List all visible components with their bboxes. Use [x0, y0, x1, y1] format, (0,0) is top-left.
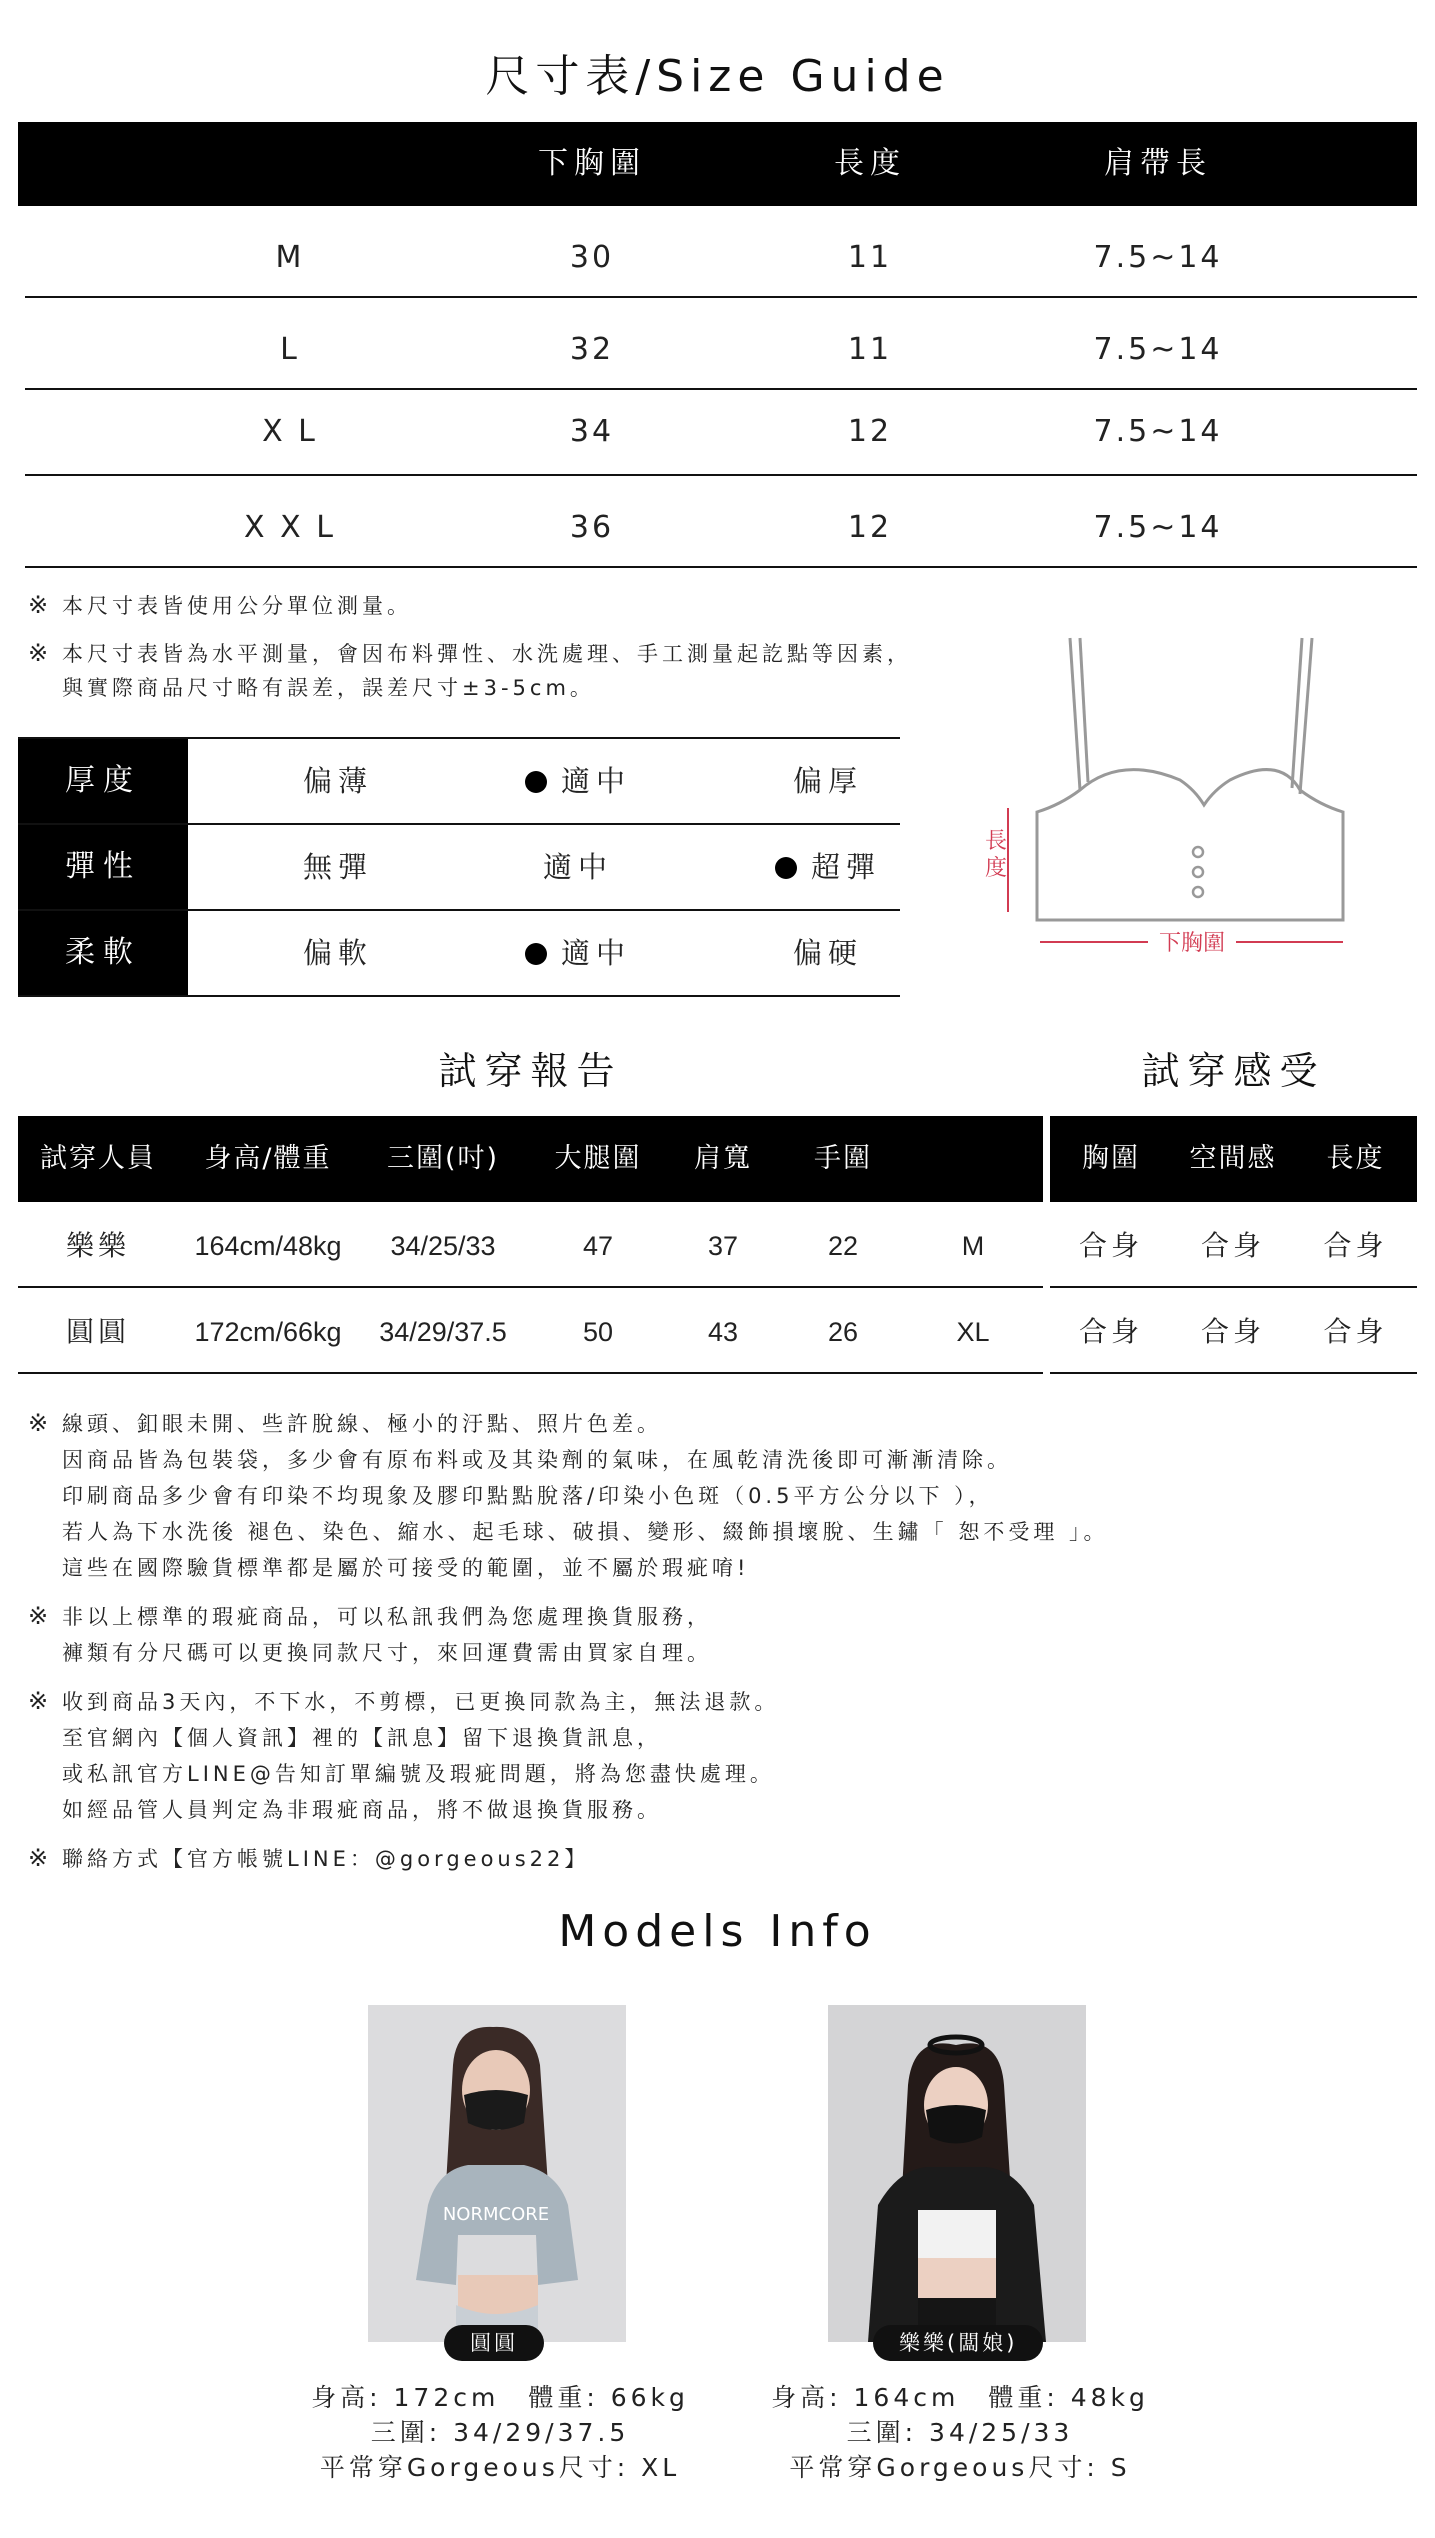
notes-block [28, 1405, 1109, 1877]
tryon-arm: 26 [827, 1317, 859, 1347]
bust-label: 下胸圍 [1158, 931, 1226, 956]
model-info-line: 平常穿Gorgeous尺寸: XL [319, 2453, 681, 2482]
size-note: 與實際商品尺寸略有誤差，誤差尺寸±3-5cm。 [62, 676, 595, 700]
feel-option: 偏薄 [302, 764, 373, 798]
tryon-thigh: 47 [582, 1231, 614, 1261]
note-line: 褲類有分尺碼可以更換同款尺寸，來回運費需由買家自理。 [62, 1641, 712, 1665]
size-row [25, 390, 1417, 476]
svg-text:NORMCORE: NORMCORE [442, 2204, 550, 2225]
size-cell: X L [262, 414, 318, 449]
note-line: ※ 聯絡方式【官方帳號LINE：@gorgeous22】 [28, 1844, 590, 1872]
tryon-thigh: 50 [582, 1317, 614, 1347]
size-note: ※ 本尺寸表皆使用公分單位測量。 [28, 591, 412, 619]
note-line: 印刷商品多少會有印染不均現象及膠印點點脫落/印染小色斑（0.5平方公分以下 ）， [62, 1484, 994, 1508]
note-line: 這些在國際驗貨標準都是屬於可接受的範圍，並不屬於瑕疵唷! [62, 1556, 750, 1580]
note-line: 至官網內【個人資訊】裡的【訊息】留下退換貨訊息， [62, 1726, 662, 1750]
feel-row-thickness [18, 737, 900, 823]
note-line: ※ 線頭、釦眼未開、些許脫線、極小的汙點、照片色差。 [28, 1409, 662, 1437]
model-info-line: 身高: 172cm 體重: 66kg [311, 2383, 689, 2412]
model-info-line: 平常穿Gorgeous尺寸: S [789, 2453, 1131, 2482]
note-line: ※ 非以上標準的瑕疵商品，可以私訊我們為您處理換貨服務， [28, 1602, 712, 1630]
model-photo [368, 2005, 626, 2342]
tryon-measurements: 34/29/37.5 [379, 1317, 507, 1347]
size-cell: 12 [847, 414, 893, 449]
tryon-height-weight: 172cm/66kg [194, 1317, 342, 1347]
size-row [25, 298, 1417, 390]
size-cell: 7.5~14 [1093, 332, 1223, 367]
tryon-header: 身高/體重 [204, 1143, 332, 1174]
feeling-header: 空間感 [1189, 1143, 1277, 1174]
header-underbust: 下胸圍 [538, 146, 646, 181]
tryon-name: 圓圓 [65, 1315, 130, 1348]
feeling-row [1050, 1288, 1417, 1374]
size-cell: 7.5~14 [1093, 510, 1223, 545]
feeling-cell: 合身 [1323, 1229, 1388, 1262]
size-cell: 7.5~14 [1093, 240, 1223, 275]
length-label: 長 [984, 829, 1008, 854]
tryon-height-weight: 164cm/48kg [194, 1231, 342, 1261]
model-illustration [368, 2005, 626, 2342]
selected-dot-icon [525, 943, 547, 965]
feeling-table-header [1050, 1116, 1417, 1202]
model-name-tag: 圓圓 [444, 2325, 544, 2361]
size-cell: 11 [847, 332, 893, 367]
tryon-measurements: 34/25/33 [390, 1231, 496, 1261]
selected-dot-icon [525, 771, 547, 793]
feeling-cell: 合身 [1200, 1229, 1265, 1262]
button-icon [1193, 887, 1203, 897]
size-cell: 7.5~14 [1093, 414, 1223, 449]
tryon-row [18, 1202, 1043, 1288]
feel-option: 偏厚 [792, 764, 863, 798]
garment-diagram [960, 630, 1380, 970]
tryon-header: 手圍 [814, 1143, 872, 1174]
tryon-shoulder: 43 [707, 1317, 739, 1347]
note-line: 或私訊官方LINE@告知訂單編號及瑕疵問題，將為您盡快處理。 [62, 1762, 775, 1786]
feel-option: 偏硬 [792, 936, 863, 970]
selected-dot-icon [775, 857, 797, 879]
models-title: Models Info [558, 1906, 877, 1957]
feel-option: 偏軟 [302, 936, 373, 970]
model-name-tag: 樂樂(闆娘) [873, 2325, 1043, 2361]
tryon-header: 三圍(吋) [386, 1143, 500, 1174]
feel-row-softness [18, 909, 900, 997]
model-illustration [828, 2005, 1086, 2342]
model-info-line: 身高: 164cm 體重: 48kg [771, 2383, 1149, 2412]
tryon-title: 試穿報告 [438, 1049, 623, 1093]
tryon-size: M [961, 1231, 985, 1261]
size-note: ※ 本尺寸表皆為水平測量，會因布料彈性、水洗處理、手工測量起訖點等因素， [28, 639, 912, 667]
left-strap [1070, 638, 1080, 790]
feeling-cell: 合身 [1200, 1315, 1265, 1348]
feeling-header: 胸圍 [1082, 1143, 1140, 1174]
tryon-header: 肩寬 [694, 1143, 752, 1174]
tryon-arm: 22 [827, 1231, 859, 1261]
page-title: 尺寸表/Size Guide [485, 51, 950, 102]
feeling-row [1050, 1202, 1417, 1288]
tryon-name: 樂樂 [65, 1229, 130, 1262]
size-cell: X X L [244, 510, 336, 545]
note-line: ※ 收到商品3天內，不下水，不剪標，已更換同款為主，無法退款。 [28, 1687, 780, 1715]
garment-outline [1037, 770, 1343, 920]
size-cell: M [275, 240, 305, 275]
tryon-table-header [18, 1116, 1043, 1202]
size-cell: 11 [847, 240, 893, 275]
feeling-cell: 合身 [1078, 1229, 1143, 1262]
model-info-line: 三圍: 34/29/37.5 [370, 2418, 630, 2447]
size-cell: 34 [569, 414, 615, 449]
size-table-header [18, 122, 1417, 206]
feel-option: 無彈 [302, 850, 373, 884]
size-cell: 32 [569, 332, 615, 367]
feel-label: 彈性 [18, 825, 188, 909]
model-info [250, 2380, 750, 2485]
size-cell: L [280, 332, 300, 367]
tryon-header: 試穿人員 [40, 1143, 156, 1174]
size-cell: 30 [569, 240, 615, 275]
feeling-title: 試穿感受 [1141, 1049, 1326, 1093]
size-row [25, 206, 1417, 298]
tryon-shoulder: 37 [707, 1231, 739, 1261]
model-info [710, 2380, 1210, 2485]
size-row [25, 476, 1417, 568]
feeling-cell: 合身 [1078, 1315, 1143, 1348]
note-line: 若人為下水洗後 褪色、染色、縮水、起毛球、破損、變形、綴飾損壞脫、生鏽「 恕不受理 」。 [62, 1520, 1109, 1544]
note-line: 如經品管人員判定為非瑕疵商品，將不做退換貨服務。 [62, 1798, 662, 1822]
model-photo [828, 2005, 1086, 2342]
tryon-header: 大腿圍 [554, 1143, 642, 1174]
tryon-row [18, 1288, 1043, 1374]
feel-option-selected: 適中 [458, 911, 698, 995]
size-cell: 12 [847, 510, 893, 545]
model-info-line: 三圍: 34/25/33 [846, 2418, 1074, 2447]
feel-option-selected: 超彈 [708, 825, 948, 909]
feel-label: 柔軟 [18, 911, 188, 995]
header-length: 長度 [834, 146, 906, 181]
header-strap-length: 肩帶長 [1104, 146, 1212, 181]
button-icon [1193, 847, 1203, 857]
feeling-cell: 合身 [1323, 1315, 1388, 1348]
tryon-size: XL [956, 1317, 990, 1347]
feel-option-selected: 適中 [458, 739, 698, 823]
note-line: 因商品皆為包裝袋，多少會有原布料或及其染劑的氣味，在風乾清洗後即可漸漸清除。 [62, 1448, 1012, 1472]
length-label: 度 [984, 856, 1008, 881]
feel-option: 適中 [542, 850, 613, 884]
feel-row-elasticity [18, 823, 900, 909]
size-cell: 36 [569, 510, 615, 545]
button-icon [1193, 867, 1203, 877]
feel-label: 厚度 [18, 739, 188, 823]
right-strap [1292, 638, 1302, 788]
feeling-header: 長度 [1326, 1143, 1385, 1174]
